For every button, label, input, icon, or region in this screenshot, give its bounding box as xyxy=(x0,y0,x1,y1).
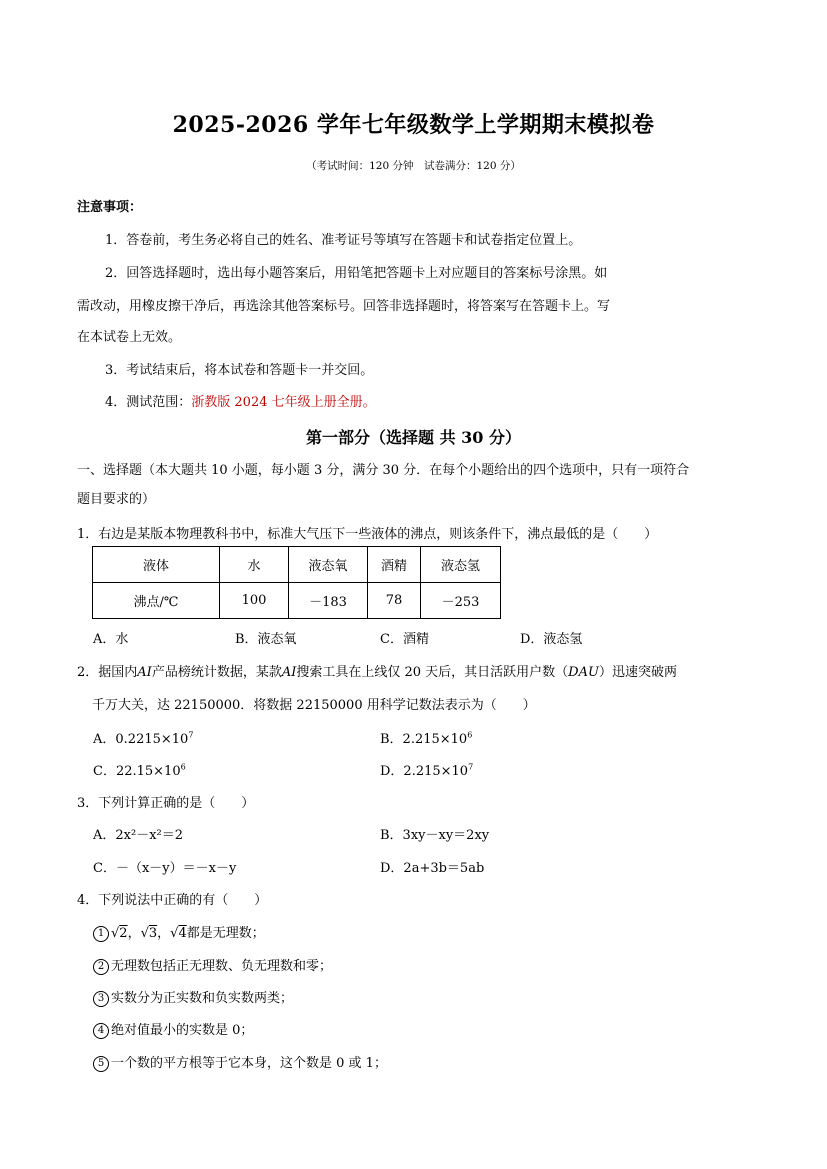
q3-option-b: B．3xy－xy＝2xy xyxy=(380,828,490,843)
q1-option-b: B．液态氧 xyxy=(235,632,297,647)
notice-item-2-line-1: 2．回答选择题时，选出每小题答案后，用铅笔把答题卡上对应题目的答案标号涂黑。如 xyxy=(105,266,608,281)
q2-dau-term: DAU xyxy=(568,665,599,680)
q2-option-d xyxy=(380,760,473,779)
statement-text: 无理数包括正无理数、负无理数和零； xyxy=(111,959,333,974)
notice-item-3: 3．考试结束后，将本试卷和答题卡一并交回。 xyxy=(105,363,374,378)
table-row xyxy=(93,583,501,619)
table-cell: －183 xyxy=(289,583,368,619)
table-header-cell: 沸点/℃ xyxy=(93,583,220,619)
q4-statement-3 xyxy=(93,987,293,1007)
q2-ai-term: AI xyxy=(281,665,297,680)
statement-text: 绝对值最小的实数是 0； xyxy=(111,1023,254,1038)
q3-option-c: C．－（x－y）＝－x－y xyxy=(93,861,237,876)
q2-text: ）迅速突破两 xyxy=(598,665,677,680)
table-cell: －253 xyxy=(421,583,501,619)
q4-statement-2 xyxy=(93,955,332,975)
q2-option-b xyxy=(380,728,472,747)
q2-option-a xyxy=(93,728,193,747)
exam-info: （考试时间：120 分钟 试卷满分：120 分） xyxy=(306,160,521,172)
table-cell: 酒精 xyxy=(368,547,421,583)
q3-stem: 3．下列计算正确的是（ ） xyxy=(77,796,255,811)
circled-number-5: 5 xyxy=(93,1056,109,1072)
q2-option-a-text: A．0.2215×10 xyxy=(93,732,189,747)
table-cell: 78 xyxy=(368,583,421,619)
q1-option-d: D．液态氢 xyxy=(520,632,583,647)
q2-option-c-text: C．22.15×10 xyxy=(93,764,181,779)
q3-option-a: A．2x²－x²＝2 xyxy=(93,828,184,843)
notice-item-1: 1．答卷前，考生务必将自己的姓名、准考证号等填写在答题卡和试卷指定位置上。 xyxy=(105,233,582,248)
notice-item-4 xyxy=(105,391,376,410)
section-intro-line-2: 题目要求的） xyxy=(77,492,156,507)
circled-number-1: 1 xyxy=(93,926,109,942)
statement-text: 都是无理数； xyxy=(186,926,265,941)
q2-option-d-exp: 7 xyxy=(468,762,474,772)
section-intro-line-1: 一、选择题（本大题共 10 小题，每小题 3 分，满分 30 分．在每个小题给出的四个选项中，只有一项符合 xyxy=(77,463,690,478)
radicand: 4 xyxy=(178,926,187,941)
boiling-point-table xyxy=(92,546,501,619)
q2-ai-term: AI xyxy=(137,665,152,680)
radicand: 3 xyxy=(148,926,158,941)
table-cell: 液态氧 xyxy=(289,547,368,583)
notice-item-2-line-2: 需改动，用橡皮擦干净后，再选涂其他答案标号。回答非选择题时，将答案写在答题卡上。写 xyxy=(77,299,611,314)
q2-stem-line-1 xyxy=(77,661,677,680)
statement-text: 实数分为正实数和负实数两类； xyxy=(111,991,294,1006)
table-cell: 液态氢 xyxy=(421,547,501,583)
circled-number-4: 4 xyxy=(93,1023,109,1039)
table-header-cell: 液体 xyxy=(93,547,220,583)
q4-stem: 4．下列说法中正确的有（ ） xyxy=(77,893,268,908)
q2-option-c xyxy=(93,760,186,779)
notice-item-4-prefix: 4．测试范围： xyxy=(105,395,192,410)
q2-text: 2．据国内 xyxy=(77,665,138,680)
q4-statement-5 xyxy=(93,1052,387,1072)
q2-option-b-text: B．2.215×10 xyxy=(380,732,468,747)
q2-option-b-exp: 6 xyxy=(467,730,473,740)
table-row xyxy=(93,547,501,583)
notice-heading: 注意事项： xyxy=(77,200,143,215)
radicand: 2 xyxy=(119,926,128,941)
q4-statement-1: 1 √2，√3，√4都是无理数； xyxy=(93,922,265,942)
q2-text: 产品榜统计数据，某款 xyxy=(151,665,282,680)
q1-option-c: C．酒精 xyxy=(380,632,429,647)
circled-number-2: 2 xyxy=(93,959,109,975)
circled-number-3: 3 xyxy=(93,991,109,1007)
q2-option-c-exp: 6 xyxy=(180,762,186,772)
page-title: 2025-2026 学年七年级数学上学期期末模拟卷 xyxy=(172,112,655,138)
section-title: 第一部分（选择题 共 30 分） xyxy=(306,428,521,447)
q2-text: 搜索工具在上线仅 20 天后，其日活跃用户数（ xyxy=(296,665,569,680)
test-range: 浙教版 2024 七年级上册全册。 xyxy=(191,395,376,410)
q4-statement-4 xyxy=(93,1019,253,1039)
table-cell: 水 xyxy=(220,547,289,583)
notice-item-2-line-3: 在本试卷上无效。 xyxy=(77,330,182,345)
q2-option-a-exp: 7 xyxy=(188,730,194,740)
table-cell: 100 xyxy=(220,583,289,619)
q1-stem: 1．右边是某版本物理教科书中，标准大气压下一些液体的沸点，则该条件下，沸点最低的是（ ） xyxy=(77,527,658,542)
q1-option-a: A．水 xyxy=(93,632,129,647)
q2-option-d-text: D．2.215×10 xyxy=(380,764,469,779)
statement-text: 一个数的平方根等于它本身，这个数是 0 或 1； xyxy=(111,1056,387,1071)
q3-option-d: D．2a+3b＝5ab xyxy=(380,861,485,876)
q2-stem-line-2: 千万大关，达 22150000．将数据 22150000 用科学记数法表示为（ ） xyxy=(92,698,536,713)
